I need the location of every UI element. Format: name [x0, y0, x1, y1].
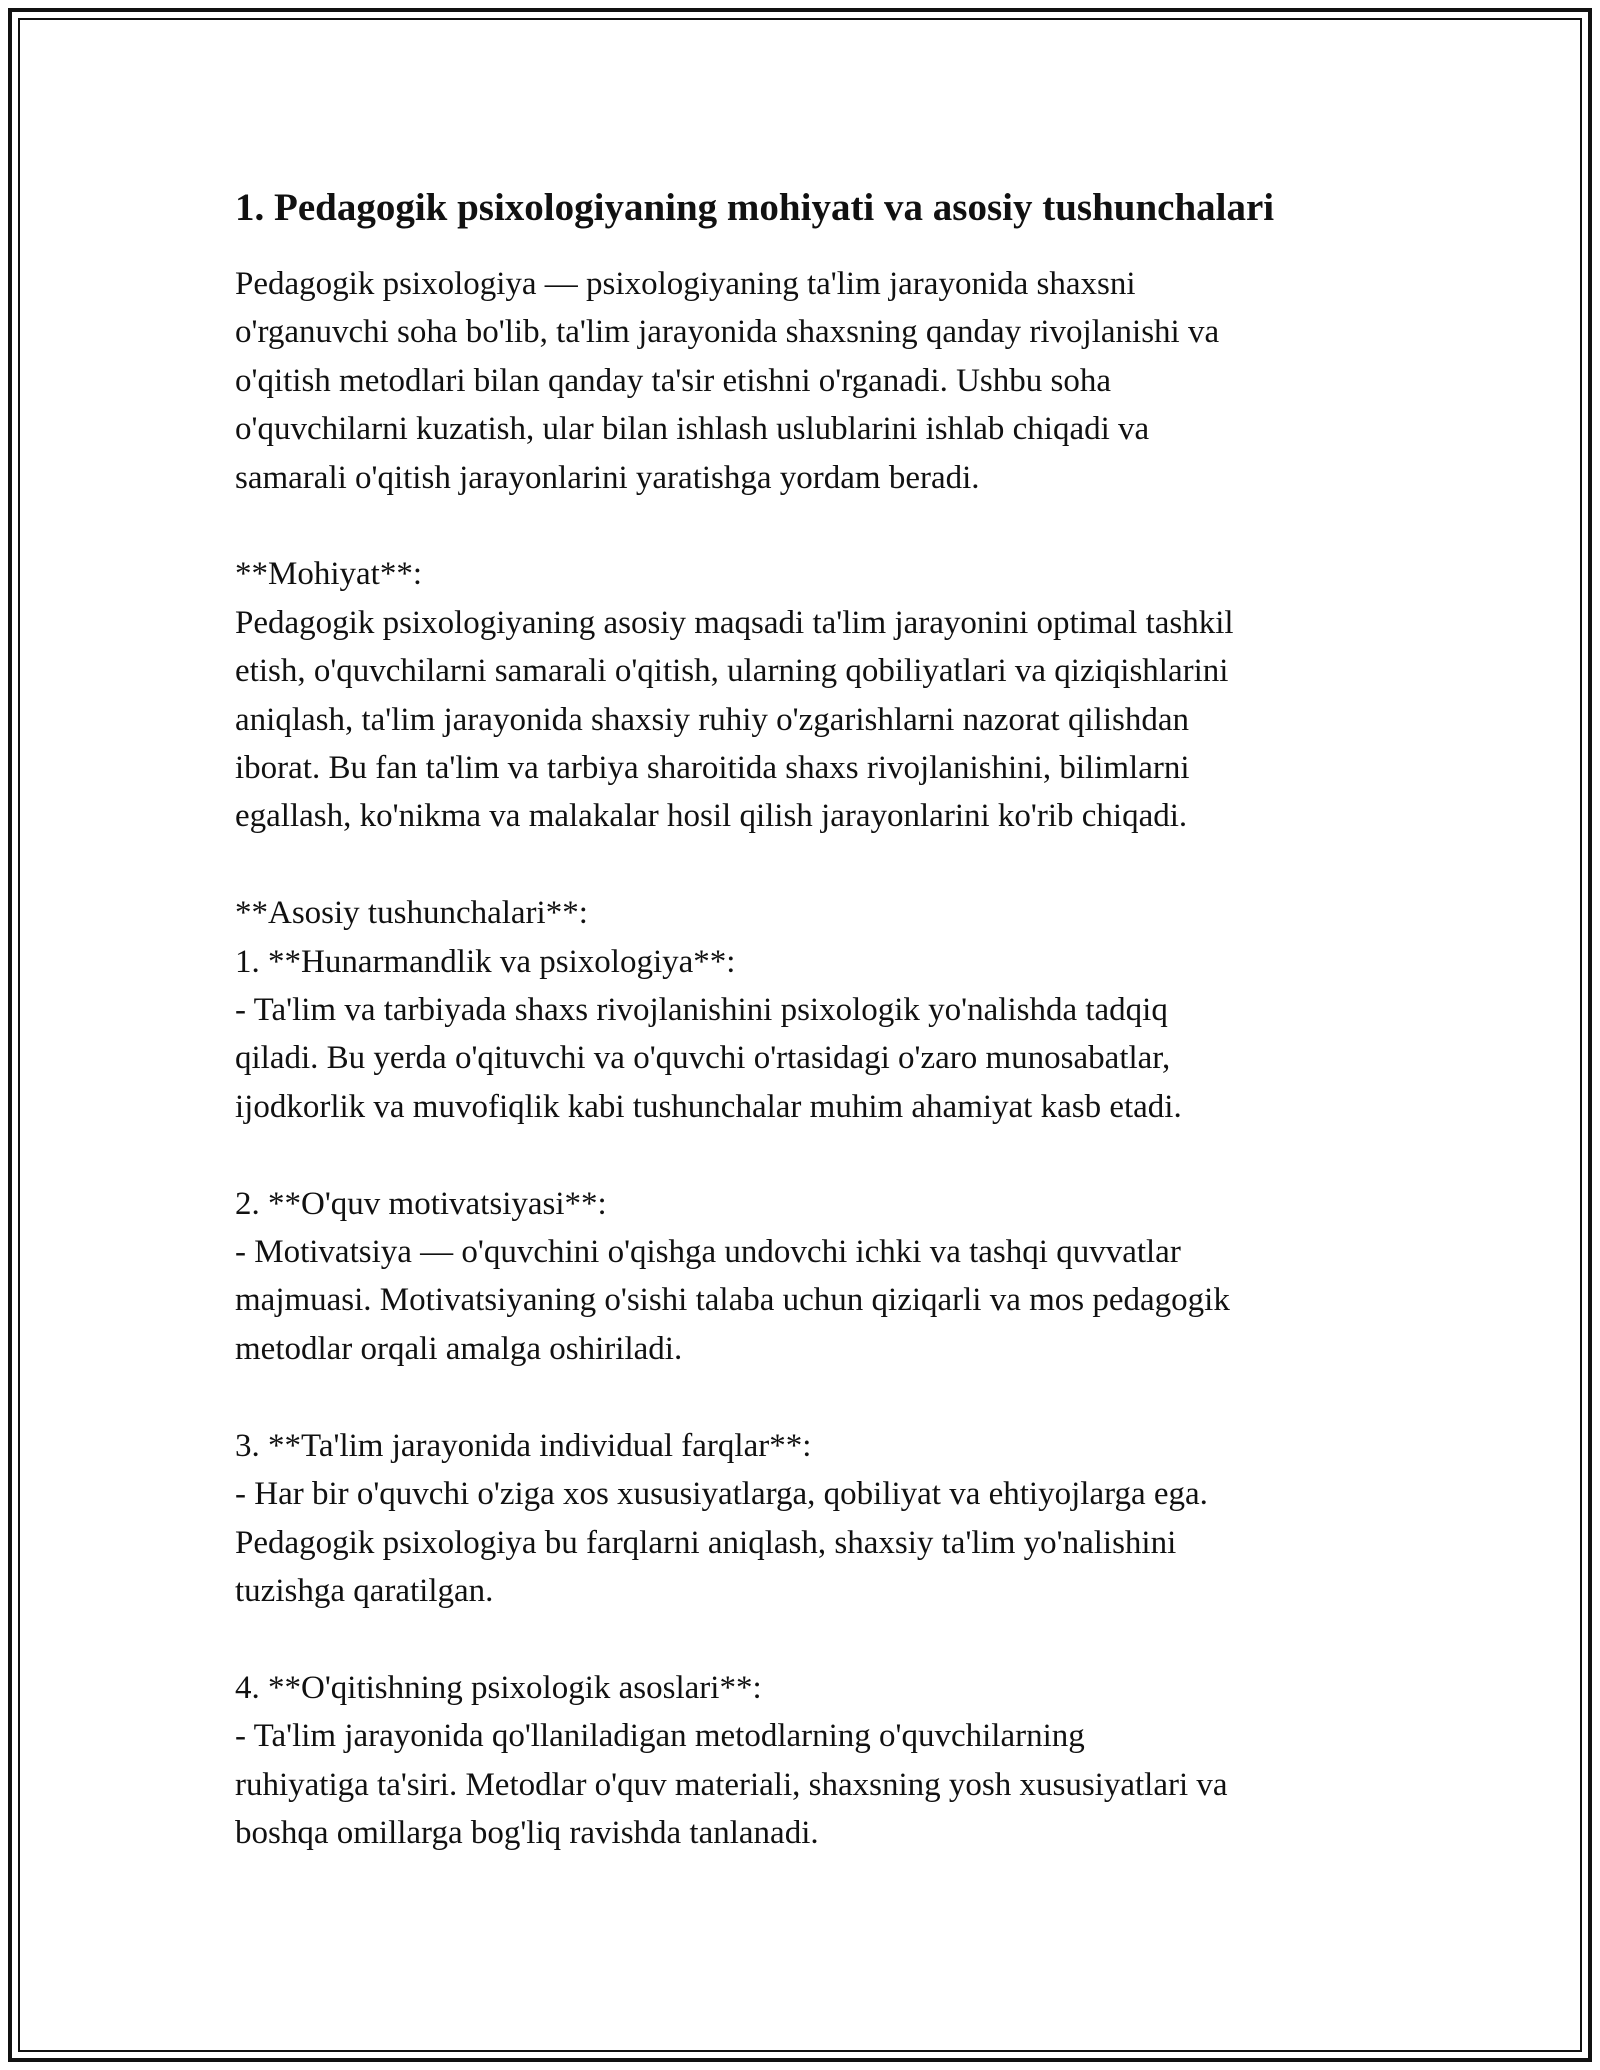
concepts-heading: **Asosiy tushunchalari**: [235, 895, 588, 932]
paragraph-gap [235, 1373, 1395, 1421]
concept-1-heading: 1. **Hunarmandlik va psixologiya**: [235, 943, 736, 980]
mohiyat-heading: **Mohiyat**: [235, 556, 422, 593]
concept-2-text: - Motivatsiya — o'quvchini o'qishga undovchi ichki va tashqi quvvatlar majmuasi. Motivatsiyaning o'sishi talaba uchun qiziqarli va mos pedagogik metodlar orqali amalga oshiriladi. [235, 1234, 1230, 1367]
concept-1-text: - Ta'lim va tarbiyada shaxs rivojlanishini psixologik yo'nalishda tadqiq qiladi. Bu yerda o'qituvchi va o'quvchi o'rtasidagi o'zaro munosabatlar, ijodkorlik va muvofiqlik kabi tushunchalar muhim ahamiyat kasb etadi. [235, 992, 1182, 1125]
concept-3-heading: 3. **Ta'lim jarayonida individual farqlar**: [235, 1427, 812, 1464]
paragraph-gap [235, 1131, 1395, 1179]
concept-4-text: - Ta'lim jarayonida qo'llaniladigan metodlarning o'quvchilarning ruhiyatiga ta'siri. Metodlar o'quv materiali, shaxsning yosh xususiyatlari va boshqa omillarga bog'liq ravishda tanlanadi. [235, 1718, 1228, 1851]
mohiyat-paragraph: Pedagogik psixologiyaning asosiy maqsadi ta'lim jarayonini optimal tashkil etish, o'quvchilarni samarali o'qitish, ularning qobiliyatlari va qiziqishlarini aniqlash, ta'lim jarayonida shaxsiy ruhiy o'zgarishlarni nazorat qilishdan iborat. Bu fan ta'lim va tarbiya sharoitida shaxs rivojlanishini, bilimlarni egallash, ko'nikma va malakalar hosil qilish jarayonlarini ko'rib chiqadi. [235, 604, 1234, 835]
concept-3-text: - Har bir o'quvchi o'ziga xos xususiyatlarga, qobiliyat va ehtiyojlarga ega. Pedagogik psixologiya bu farqlarni aniqlash, shaxsiy ta'lim yo'nalishini tuzishga qaratilgan. [235, 1476, 1208, 1609]
paragraph-gap [235, 1615, 1395, 1663]
document-body [235, 182, 1395, 1857]
intro-paragraph: Pedagogik psixologiya — psixologiyaning ta'lim jarayonida shaxsni o'rganuvchi soha bo'lib, ta'lim jarayonida shaxsning qanday rivojlanishi va o'qitish metodlari bilan qanday ta'sir etishni o'rganadi. Ushbu soha o'quvchilarni kuzatish, ular bilan ishlash uslublarini ishlab chiqadi va samarali o'qitish jarayonlarini yaratishga yordam beradi. [235, 266, 1220, 496]
concept-4-heading: 4. **O'qitishning psixologik asoslari**: [235, 1669, 762, 1706]
paragraph-gap [235, 502, 1395, 550]
concept-2-heading: 2. **O'quv motivatsiyasi**: [235, 1185, 607, 1222]
document-title: 1. Pedagogik psixologiyaning mohiyati va asosiy tushunchalari [235, 186, 1275, 229]
paragraph-gap [235, 841, 1395, 889]
